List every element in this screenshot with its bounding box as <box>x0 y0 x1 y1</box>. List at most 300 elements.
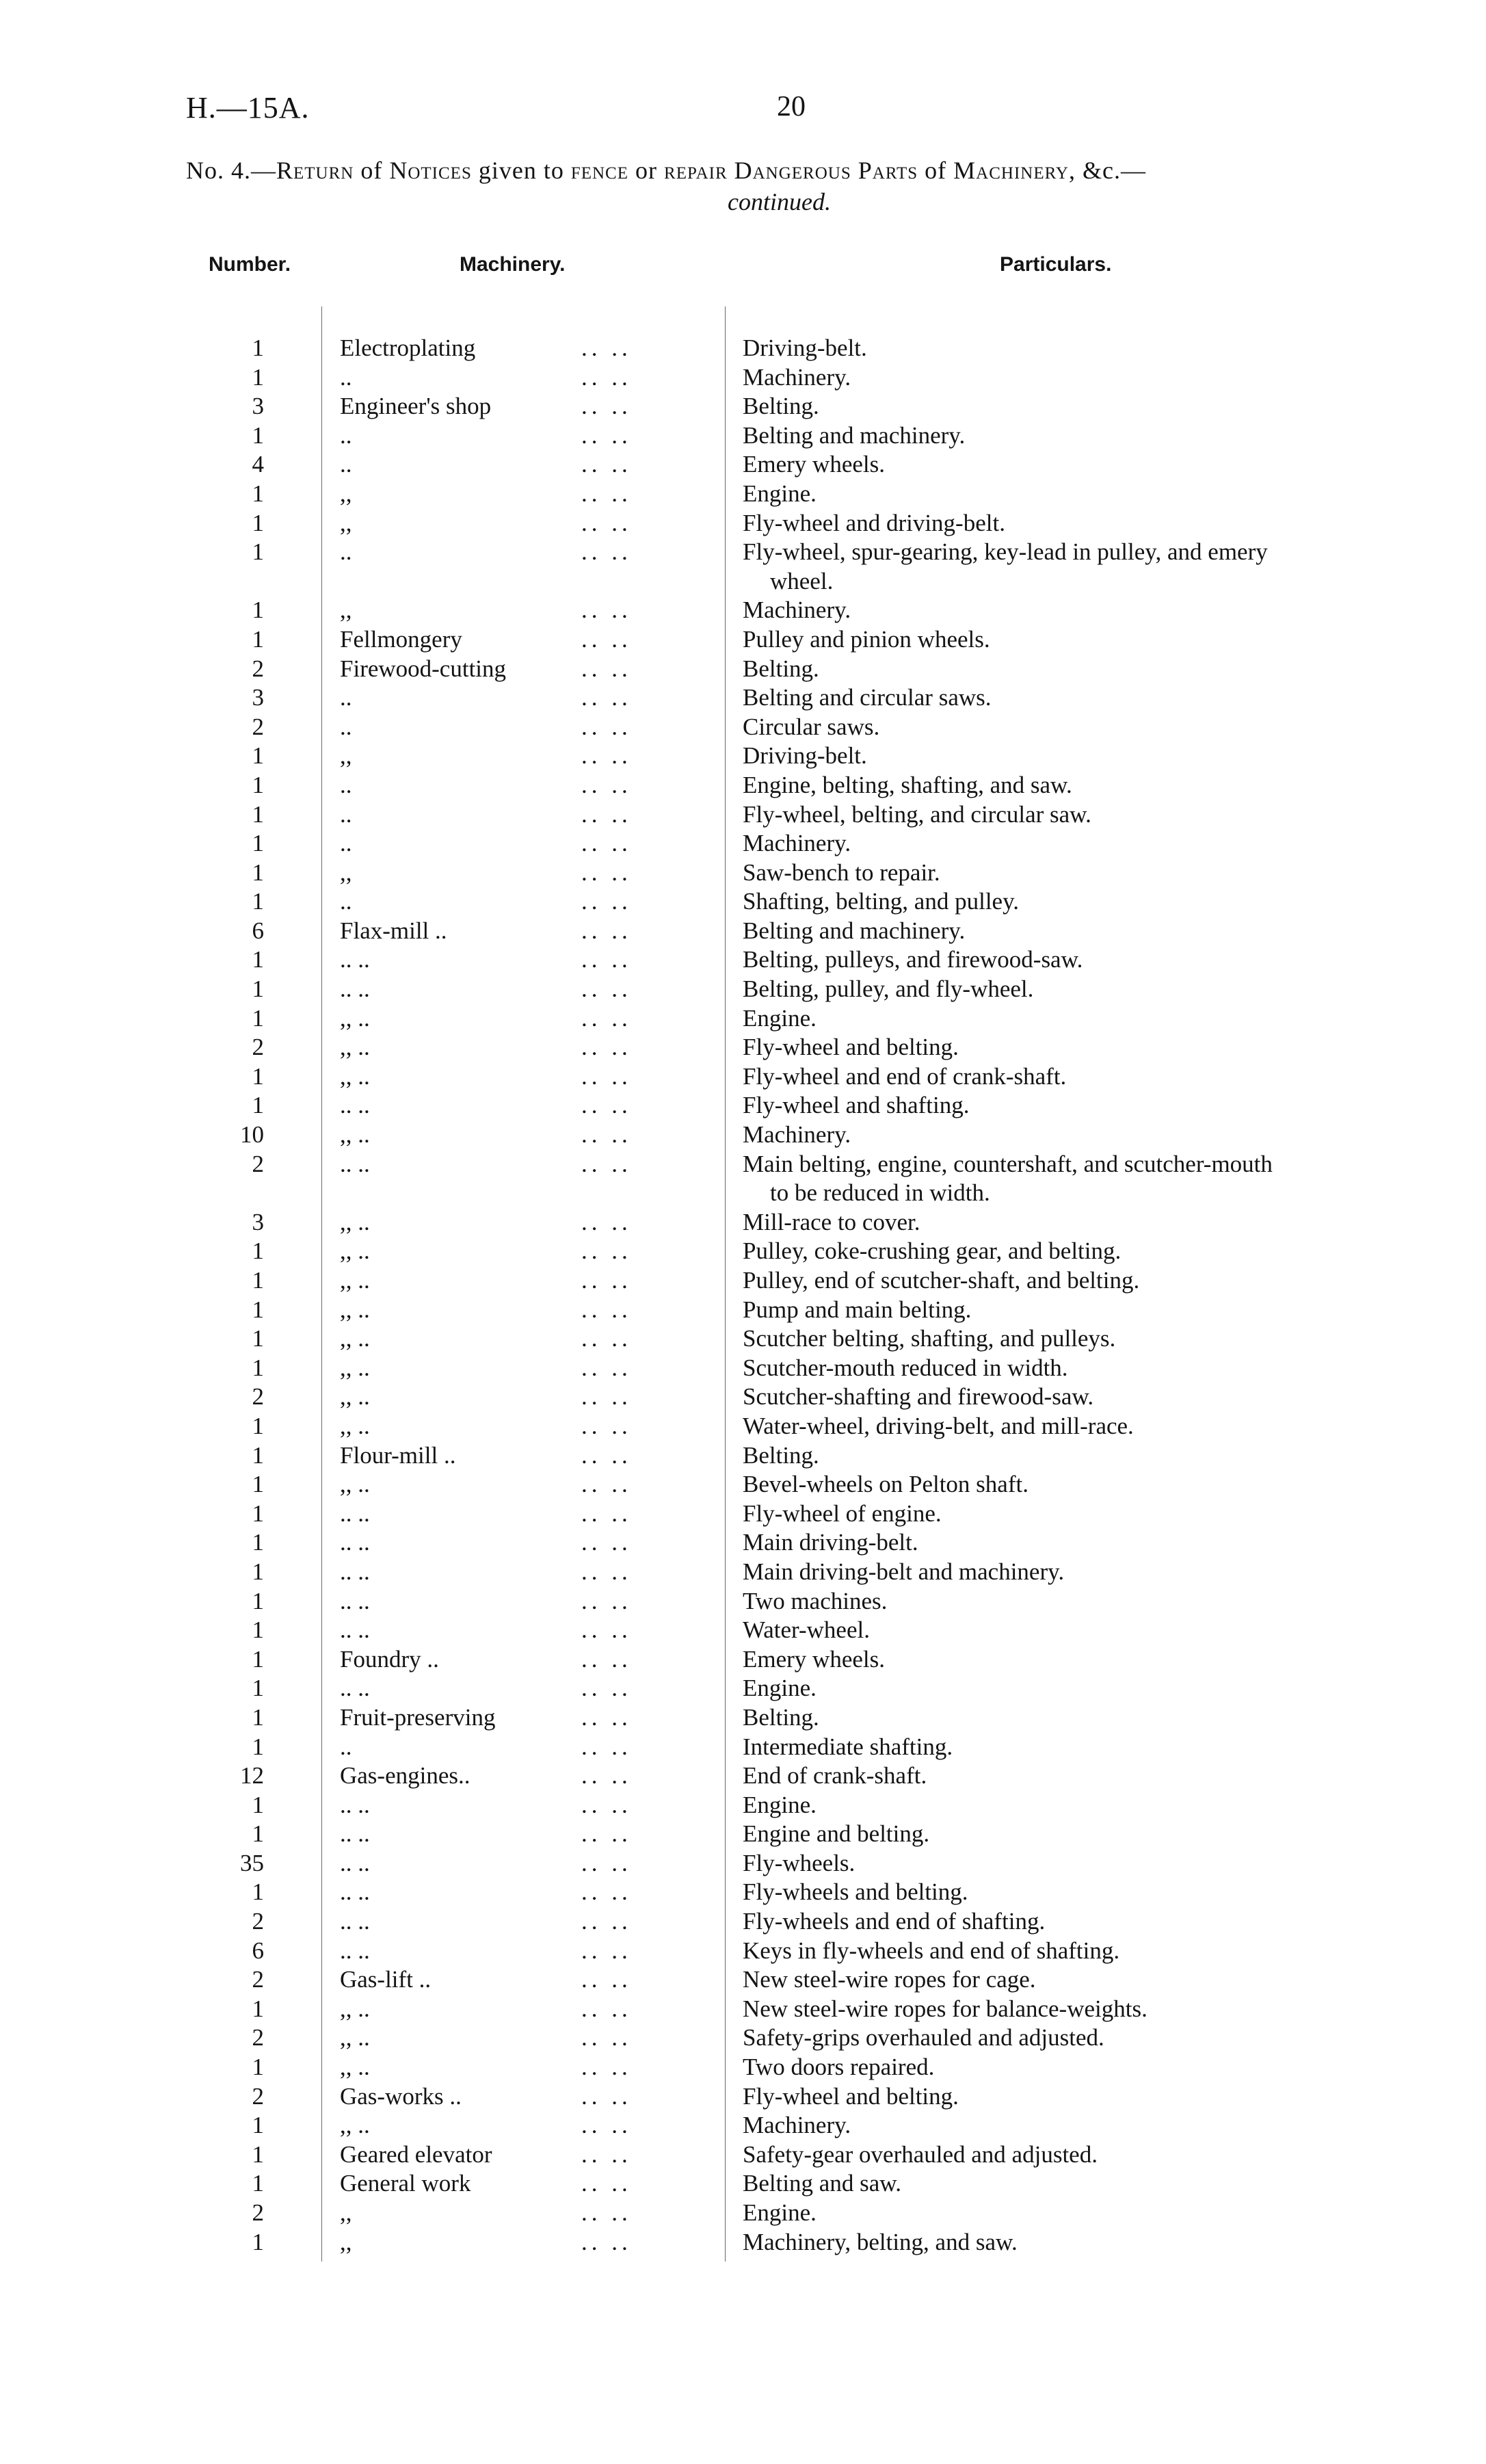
row-machinery: .. <box>340 830 352 857</box>
title-word: fence <box>570 157 629 184</box>
row-number: 1 <box>252 2228 264 2255</box>
column-header-particulars: Particulars. <box>1000 253 1112 276</box>
row-number: 3 <box>252 393 264 420</box>
particulars-text: Belting. <box>743 1441 819 1469</box>
particulars-text: Circular saws. <box>743 713 880 740</box>
leader-dots: .. .. <box>581 538 632 566</box>
row-particulars <box>743 1733 1399 1762</box>
row-machinery: Flax-mill .. <box>340 917 447 944</box>
leader-dots: .. .. <box>581 917 632 944</box>
row-number: 1 <box>252 1645 264 1673</box>
particulars-text: Fly-wheel and driving-belt. <box>743 509 1005 536</box>
table-row <box>0 1208 1486 1237</box>
row-number: 1 <box>252 335 264 361</box>
row-number: 1 <box>252 1062 264 1090</box>
leader-dots: .. .. <box>581 1325 632 1352</box>
leader-dots: .. .. <box>581 1791 632 1818</box>
row-particulars <box>743 1324 1399 1354</box>
table-row <box>0 829 1486 859</box>
leader-dots: .. .. <box>581 1237 632 1265</box>
row-number: 2 <box>252 1150 264 1177</box>
row-machinery: .. <box>340 421 352 449</box>
row-machinery: Flour-mill .. <box>340 1441 456 1469</box>
table-row <box>0 1558 1486 1587</box>
row-number: 3 <box>252 684 264 711</box>
particulars-text: Pulley and pinion wheels. <box>743 625 990 653</box>
table-row <box>0 363 1486 393</box>
leader-dots: .. .. <box>581 2228 632 2255</box>
leader-dots: .. .. <box>581 1267 632 1294</box>
document-reference: H.—15A. <box>186 91 310 124</box>
row-number: 1 <box>252 771 264 798</box>
row-particulars <box>743 1382 1399 1412</box>
row-number: 1 <box>252 363 264 391</box>
table-row <box>0 1878 1486 1907</box>
leader-dots: .. .. <box>581 946 632 973</box>
leader-dots: .. .. <box>581 1820 632 1848</box>
leader-dots: .. .. <box>581 1441 632 1469</box>
leader-dots: .. .. <box>581 655 632 682</box>
table-row <box>0 2023 1486 2053</box>
row-number: 1 <box>252 538 264 566</box>
leader-dots: .. .. <box>581 509 632 536</box>
row-number: 2 <box>252 2082 264 2110</box>
row-particulars <box>743 1296 1399 1325</box>
table-row <box>0 887 1486 917</box>
row-number: 1 <box>252 1499 264 1527</box>
leader-dots: .. .. <box>581 1878 632 1906</box>
leader-dots: .. .. <box>581 335 632 361</box>
leader-dots: .. .. <box>581 1034 632 1061</box>
row-number: 1 <box>252 1791 264 1818</box>
row-particulars <box>743 421 1399 451</box>
row-machinery: .. .. <box>340 975 370 1003</box>
row-machinery: .. <box>340 713 352 740</box>
leader-dots: .. .. <box>581 1733 632 1760</box>
table-row <box>0 1324 1486 1354</box>
row-number: 1 <box>252 1354 264 1381</box>
column-header-machinery: Machinery. <box>460 253 566 276</box>
particulars-text: Two machines. <box>743 1587 888 1614</box>
title-word: or <box>628 157 665 184</box>
row-machinery: Fellmongery <box>340 625 462 653</box>
row-particulars <box>743 1820 1399 1849</box>
row-particulars <box>743 1995 1399 2024</box>
particulars-text: Fly-wheel and belting. <box>743 1034 959 1061</box>
row-particulars <box>743 2140 1399 2170</box>
row-machinery: .. <box>340 684 352 711</box>
row-number: 1 <box>252 509 264 536</box>
table-row <box>0 1820 1486 1849</box>
title-continued: continued. <box>728 188 831 215</box>
leader-dots: .. .. <box>581 1558 632 1585</box>
row-particulars <box>743 1674 1399 1703</box>
row-machinery: .. .. <box>340 1878 370 1906</box>
row-number: 1 <box>252 1004 264 1032</box>
particulars-text: Keys in fly-wheels and end of shafting. <box>743 1937 1120 1964</box>
row-machinery: Foundry .. <box>340 1645 439 1673</box>
row-particulars <box>743 392 1399 421</box>
particulars-text: Water-wheel, driving-belt, and mill-race. <box>743 1412 1134 1439</box>
row-number: 1 <box>252 2112 264 2139</box>
row-machinery: .. .. <box>340 1529 370 1556</box>
row-number: 6 <box>252 917 264 944</box>
row-particulars <box>743 1878 1399 1907</box>
particulars-text: Saw-bench to repair. <box>743 859 940 886</box>
row-particulars <box>743 1587 1399 1616</box>
particulars-text: Fly-wheel and end of crank-shaft. <box>743 1062 1067 1090</box>
particulars-text: Pulley, coke-crushing gear, and belting. <box>743 1237 1122 1265</box>
table-row <box>0 1645 1486 1675</box>
row-number: 1 <box>252 1296 264 1323</box>
particulars-text: Safety-gear overhauled and adjusted. <box>743 2140 1098 2168</box>
table-row <box>0 421 1486 451</box>
table-row <box>0 1937 1486 1966</box>
leader-dots: .. .. <box>581 1966 632 1993</box>
page-number: 20 <box>777 91 806 122</box>
leader-dots: .. .. <box>581 859 632 886</box>
particulars-text: Belting. <box>743 393 819 420</box>
leader-dots: .. .. <box>581 830 632 857</box>
row-particulars <box>743 1441 1399 1471</box>
row-machinery: Gas-works .. <box>340 2082 462 2110</box>
table-row <box>0 2082 1486 2112</box>
row-particulars <box>743 1616 1399 1645</box>
table-row <box>0 859 1486 888</box>
leader-dots: .. .. <box>581 2112 632 2139</box>
row-particulars <box>743 713 1399 742</box>
title-word: , &c.— <box>1068 157 1146 184</box>
row-machinery: ,, <box>340 859 352 886</box>
row-machinery: .. .. <box>340 1587 370 1614</box>
row-machinery: .. <box>340 451 352 478</box>
row-number: 1 <box>252 1412 264 1439</box>
particulars-text: Belting and circular saws. <box>743 684 992 711</box>
row-particulars <box>743 1791 1399 1820</box>
particulars-text: Fly-wheels and belting. <box>743 1878 968 1906</box>
title-word: given to <box>471 157 571 184</box>
particulars-text: Main driving-belt. <box>743 1529 918 1556</box>
leader-dots: .. .. <box>581 421 632 449</box>
leader-dots: .. .. <box>581 1296 632 1323</box>
particulars-text: Engine and belting. <box>743 1820 930 1848</box>
table-row <box>0 1441 1486 1471</box>
row-particulars <box>743 945 1399 975</box>
row-particulars <box>743 334 1399 363</box>
row-machinery: Gas-lift .. <box>340 1966 432 1993</box>
table-row <box>0 975 1486 1004</box>
particulars-text: Driving-belt. <box>743 335 867 361</box>
row-particulars <box>743 538 1399 596</box>
table-row <box>0 917 1486 946</box>
row-machinery: ,, <box>340 509 352 536</box>
particulars-text: Engine. <box>743 1675 817 1702</box>
leader-dots: .. .. <box>581 1150 632 1177</box>
row-particulars <box>743 1499 1399 1529</box>
leader-dots: .. .. <box>581 1616 632 1644</box>
row-number: 1 <box>252 1995 264 2022</box>
row-machinery: ,, .. <box>340 1237 370 1265</box>
row-machinery: .. <box>340 1733 352 1760</box>
title-word: Machinery <box>953 157 1069 184</box>
row-number: 1 <box>252 1703 264 1731</box>
row-particulars <box>743 800 1399 830</box>
row-machinery: .. <box>340 538 352 566</box>
table-title <box>186 156 1396 185</box>
table-row <box>0 683 1486 713</box>
row-machinery: ,, .. <box>340 1062 370 1090</box>
leader-dots: .. .. <box>581 1937 632 1964</box>
row-particulars <box>743 1266 1399 1296</box>
particulars-text: Engine. <box>743 2199 817 2226</box>
row-machinery: .. .. <box>340 1150 370 1177</box>
leader-dots: .. .. <box>581 2170 632 2197</box>
particulars-text: Main driving-belt and machinery. <box>743 1558 1065 1585</box>
row-machinery: .. .. <box>340 1558 370 1585</box>
row-particulars <box>743 655 1399 684</box>
row-number: 3 <box>252 1208 264 1235</box>
row-number: 1 <box>252 888 264 915</box>
table-row <box>0 334 1486 363</box>
particulars-text: Belting. <box>743 1703 819 1731</box>
table-row <box>0 625 1486 655</box>
particulars-continuation: wheel. <box>770 567 834 594</box>
row-particulars <box>743 1120 1399 1150</box>
table-row <box>0 480 1486 509</box>
table-row <box>0 1237 1486 1266</box>
title-word: repair <box>664 157 728 184</box>
leader-dots: .. .. <box>581 684 632 711</box>
row-machinery: .. <box>340 771 352 798</box>
table-row <box>0 1703 1486 1733</box>
row-machinery: Geared elevator <box>340 2140 492 2168</box>
table-row <box>0 771 1486 800</box>
leader-dots: .. .. <box>581 2199 632 2226</box>
table-row <box>0 1266 1486 1296</box>
row-machinery: .. .. <box>340 1616 370 1644</box>
particulars-text: Bevel-wheels on Pelton shaft. <box>743 1471 1029 1498</box>
row-number: 2 <box>252 1966 264 1993</box>
leader-dots: .. .. <box>581 2140 632 2168</box>
leader-dots: .. .. <box>581 393 632 420</box>
table-row <box>0 596 1486 625</box>
row-machinery: Engineer's shop <box>340 393 492 420</box>
row-number: 1 <box>252 597 264 624</box>
particulars-text: Machinery. <box>743 597 851 624</box>
row-particulars <box>743 859 1399 888</box>
row-number: 1 <box>252 800 264 828</box>
row-machinery: .. .. <box>340 1499 370 1527</box>
row-machinery: .. <box>340 363 352 391</box>
leader-dots: .. .. <box>581 1004 632 1032</box>
row-machinery: ,, .. <box>340 1121 370 1149</box>
row-number: 1 <box>252 859 264 886</box>
row-machinery: .. .. <box>340 1791 370 1818</box>
title-word: Dangerous Parts <box>734 157 918 184</box>
column-header-number: Number. <box>209 253 291 276</box>
leader-dots: .. .. <box>581 597 632 624</box>
row-machinery: ,, .. <box>340 1354 370 1381</box>
row-number: 2 <box>252 1908 264 1935</box>
table-row <box>0 2199 1486 2228</box>
row-machinery: .. <box>340 888 352 915</box>
table-row <box>0 1470 1486 1499</box>
row-number: 1 <box>252 1529 264 1556</box>
leader-dots: .. .. <box>581 451 632 478</box>
leader-dots: .. .. <box>581 1121 632 1149</box>
row-number: 1 <box>252 421 264 449</box>
row-particulars <box>743 2111 1399 2140</box>
table-row <box>0 1004 1486 1034</box>
table-row <box>0 1033 1486 1062</box>
row-particulars <box>743 625 1399 655</box>
row-number: 2 <box>252 713 264 740</box>
row-particulars <box>743 975 1399 1004</box>
row-particulars <box>743 683 1399 713</box>
leader-dots: .. .. <box>581 742 632 770</box>
row-particulars <box>743 363 1399 393</box>
table-row <box>0 2228 1486 2257</box>
leader-dots: .. .. <box>581 800 632 828</box>
row-particulars <box>743 1761 1399 1791</box>
row-number: 1 <box>252 625 264 653</box>
row-number: 1 <box>252 1325 264 1352</box>
table-row <box>0 2169 1486 2199</box>
row-particulars <box>743 917 1399 946</box>
title-word: Notices <box>389 157 472 184</box>
row-particulars <box>743 480 1399 509</box>
row-number: 1 <box>252 1092 264 1119</box>
particulars-text: Scutcher-mouth reduced in width. <box>743 1354 1068 1381</box>
table-row <box>0 509 1486 538</box>
particulars-text: New steel-wire ropes for cage. <box>743 1966 1036 1993</box>
row-machinery: ,, <box>340 2228 352 2255</box>
leader-dots: .. .. <box>581 480 632 507</box>
table-row <box>0 1354 1486 1383</box>
row-number: 2 <box>252 1034 264 1061</box>
particulars-text: Main belting, engine, countershaft, and scutcher-mouth <box>743 1150 1273 1177</box>
row-number: 12 <box>240 1762 264 1790</box>
row-machinery: ,, .. <box>340 1412 370 1439</box>
row-particulars <box>743 1208 1399 1237</box>
leader-dots: .. .. <box>581 2082 632 2110</box>
table-row <box>0 1412 1486 1441</box>
table-row <box>0 1965 1486 1995</box>
row-machinery: .. .. <box>340 1849 370 1876</box>
table-row <box>0 1733 1486 1762</box>
row-machinery: General work <box>340 2170 471 2197</box>
row-number: 1 <box>252 742 264 770</box>
table-row <box>0 1761 1486 1791</box>
row-number: 2 <box>252 2199 264 2226</box>
row-machinery: Firewood-cutting <box>340 655 507 682</box>
particulars-text: New steel-wire ropes for balance-weights. <box>743 1995 1147 2022</box>
particulars-text: Emery wheels. <box>743 451 885 478</box>
leader-dots: .. .. <box>581 2024 632 2052</box>
row-machinery: ,, <box>340 742 352 770</box>
row-machinery: .. .. <box>340 1675 370 1702</box>
title-word <box>728 157 734 184</box>
leader-dots: .. .. <box>581 1675 632 1702</box>
leader-dots: .. .. <box>581 363 632 391</box>
particulars-text: Mill-race to cover. <box>743 1208 920 1235</box>
row-number: 1 <box>252 480 264 507</box>
leader-dots: .. .. <box>581 1703 632 1731</box>
row-particulars <box>743 2053 1399 2082</box>
particulars-text: Belting and saw. <box>743 2170 901 2197</box>
leader-dots: .. .. <box>581 1471 632 1498</box>
particulars-text: Fly-wheel, belting, and circular saw. <box>743 800 1091 828</box>
row-number: 1 <box>252 1587 264 1614</box>
leader-dots: .. .. <box>581 625 632 653</box>
leader-dots: .. .. <box>581 1762 632 1790</box>
particulars-text: Water-wheel. <box>743 1616 870 1644</box>
row-particulars <box>743 1558 1399 1587</box>
table-row <box>0 742 1486 771</box>
leader-dots: .. .. <box>581 1849 632 1876</box>
particulars-text: Machinery. <box>743 1121 851 1149</box>
row-machinery: ,, .. <box>340 1471 370 1498</box>
row-particulars <box>743 1033 1399 1062</box>
row-machinery: .. <box>340 800 352 828</box>
particulars-text: Engine. <box>743 1791 817 1818</box>
row-particulars <box>743 829 1399 859</box>
row-machinery: .. .. <box>340 1908 370 1935</box>
leader-dots: .. .. <box>581 1092 632 1119</box>
particulars-text: Engine, belting, shafting, and saw. <box>743 771 1072 798</box>
particulars-text: Machinery, belting, and saw. <box>743 2228 1018 2255</box>
row-number: 1 <box>252 1820 264 1848</box>
leader-dots: .. .. <box>581 713 632 740</box>
row-number: 1 <box>252 1267 264 1294</box>
row-particulars <box>743 1237 1399 1266</box>
title-prefix: No. 4.— <box>186 157 276 184</box>
row-number: 6 <box>252 1937 264 1964</box>
table-row <box>0 1995 1486 2024</box>
row-particulars <box>743 2169 1399 2199</box>
row-machinery: Electroplating <box>340 335 476 361</box>
table-row <box>0 2111 1486 2140</box>
leader-dots: .. .. <box>581 2054 632 2081</box>
row-machinery: ,, <box>340 597 352 624</box>
row-number: 1 <box>252 1471 264 1498</box>
row-particulars <box>743 1849 1399 1878</box>
table-row <box>0 1296 1486 1325</box>
row-particulars <box>743 2228 1399 2257</box>
row-number: 1 <box>252 2170 264 2197</box>
row-machinery: ,, .. <box>340 1296 370 1323</box>
particulars-text: Fly-wheels. <box>743 1849 855 1876</box>
leader-dots: .. .. <box>581 1499 632 1527</box>
row-machinery: .. .. <box>340 1092 370 1119</box>
particulars-text: Driving-belt. <box>743 742 867 770</box>
row-number: 35 <box>240 1849 264 1876</box>
row-particulars <box>743 1354 1399 1383</box>
table-row <box>0 1150 1486 1208</box>
particulars-text: Intermediate shafting. <box>743 1733 953 1760</box>
particulars-text: Machinery. <box>743 363 851 391</box>
table-row <box>0 1120 1486 1150</box>
row-particulars <box>743 1645 1399 1675</box>
particulars-continuation: to be reduced in width. <box>770 1179 990 1207</box>
row-particulars <box>743 450 1399 480</box>
leader-dots: .. .. <box>581 1383 632 1411</box>
table-row <box>0 1091 1486 1120</box>
row-machinery: ,, <box>340 480 352 507</box>
particulars-text: Fly-wheel and belting. <box>743 2082 959 2110</box>
table-row <box>0 1907 1486 1937</box>
row-particulars <box>743 742 1399 771</box>
